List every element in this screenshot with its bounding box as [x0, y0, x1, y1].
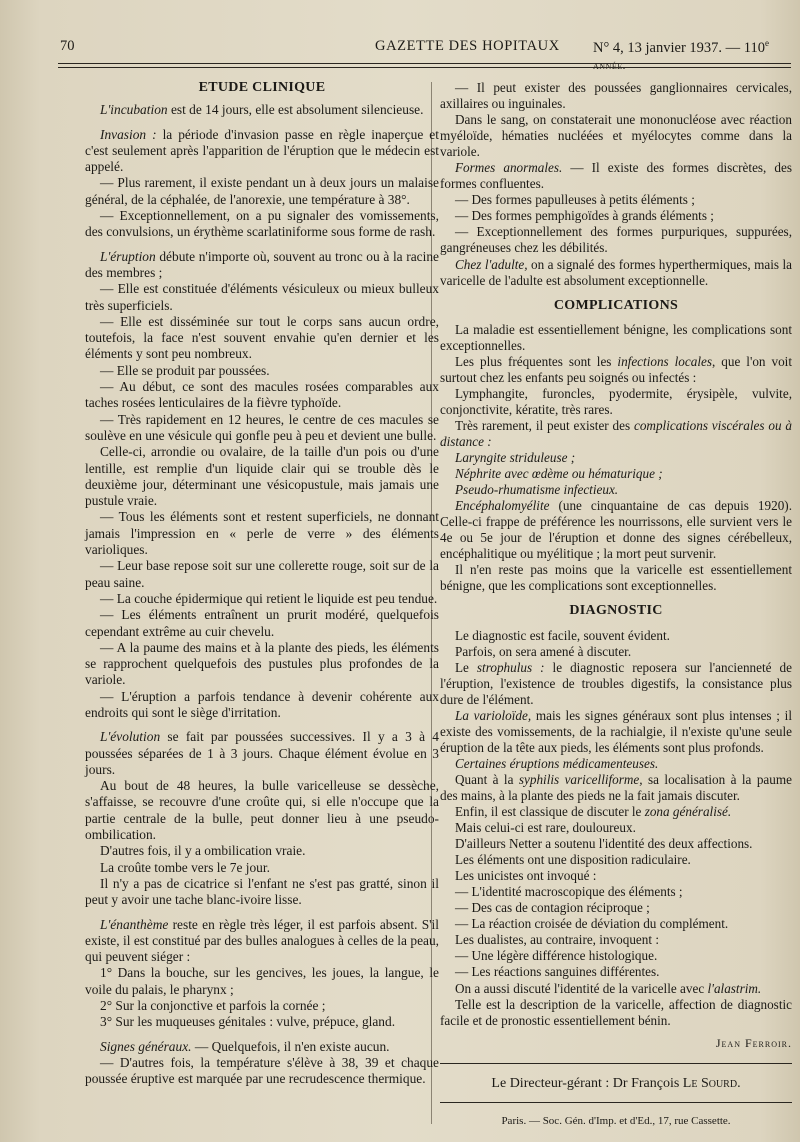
- paragraph-text: — Il peut exister des poussées ganglionnaires cervicales, axillaires ou inguinales.: [440, 80, 792, 112]
- paragraph-lead: L'incubation: [100, 102, 168, 118]
- paragraph-lead: L'évolution: [100, 729, 161, 745]
- paragraph-lead: Formes anormales.: [455, 160, 563, 176]
- paragraph: [440, 644, 792, 660]
- paragraph: [85, 412, 439, 445]
- paragraph: [85, 998, 439, 1014]
- paragraph-text: D'ailleurs Netter a soutenu l'identité des deux affections.: [455, 836, 753, 852]
- paragraph-text: Les éléments ont une disposition radiculaire.: [455, 852, 691, 868]
- paragraph: [440, 884, 792, 900]
- right-intro-paragraphs: [440, 80, 792, 289]
- paragraph-text: Celle-ci, arrondie ou ovalaire, de la taille d'un pois ou d'une lentille, est remplie d'un liquide clair qui se trouble dès le deuxième jour, déterminant une vésicopustule, mais jamais une pustule vraie.: [85, 444, 439, 509]
- page-number: 70: [60, 38, 75, 54]
- paragraph: [440, 192, 792, 208]
- paragraph-text: Les plus fréquentes sont les: [455, 353, 618, 369]
- paragraph-lead: Pseudo-rhumatisme infectieux.: [455, 482, 619, 498]
- paragraph-text: — Une légère différence histologique.: [455, 948, 658, 964]
- paragraph-text: — Elle se produit par poussées.: [100, 362, 270, 378]
- paragraph-text: La croûte tombe vers le 7e jour.: [100, 859, 270, 875]
- paragraph-text-tail: le diagnostic reposera sur l'ancienneté de l'éruption, l'existence de troubles digestifs, la consistance plus dure de l'élément.: [440, 659, 792, 707]
- paragraph-text: Parfois, on sera amené à discuter.: [455, 643, 632, 659]
- paragraph: [85, 843, 439, 859]
- paragraph-text: — Les réactions sanguines différentes.: [455, 964, 660, 980]
- paragraph-text: mais les signes généraux sont plus intenses ; il existe des vomissements, de la rachialgie, il n'existe qu'une seule éruption de la tête aux pieds, les éléments sont plus profonds.: [440, 707, 793, 755]
- paragraph: [440, 772, 792, 804]
- paragraph-text: Le diagnostic est facile, souvent évident.: [455, 627, 670, 643]
- paragraph-text: — Les éléments entraînent un prurit modéré, quelquefois cependant extrême au cuir chevelu.: [85, 607, 439, 639]
- paragraph: [85, 444, 439, 509]
- paragraph-text: débute n'importe où, souvent au tronc ou à la racine des membres ;: [85, 248, 439, 280]
- paragraph-text: — La réaction croisée de déviation du complément.: [455, 916, 729, 932]
- paragraph-text: on a signalé des formes hyperthermiques, mais la varicelle de l'adulte est absolument exceptionnelle.: [440, 256, 792, 288]
- paragraph: [85, 1055, 439, 1088]
- paragraph-text: — Exceptionnellement, on a pu signaler des vomissements, des convulsions, un érythème scarlatiniforme sous forme de rash.: [85, 208, 439, 240]
- header-rule-thin: [58, 67, 791, 68]
- paragraph: [85, 314, 439, 363]
- paragraph-text: (une cinquantaine de cas depuis 1920). Celle-ci frappe de préférence les nourrissons, elle survient vers le 4e ou 5e jour de l'éruption et donne des signes cérébelleux, encéphalitique ou myélitique ; la mort peut survenir.: [440, 498, 792, 562]
- paragraph: [85, 591, 439, 607]
- paragraph: [440, 660, 792, 708]
- paragraph: [85, 876, 439, 909]
- paragraph: [85, 363, 439, 379]
- paragraph-lead: La varioloïde,: [455, 707, 532, 723]
- paragraph: [85, 607, 439, 640]
- paragraph: [85, 640, 439, 689]
- paragraph-lead: Signes généraux.: [100, 1038, 192, 1054]
- paragraph-text: — Elle est constituée d'éléments vésiculeux ou mieux bulleux très superficiels.: [85, 281, 439, 313]
- paragraph-text: — Exceptionnellement des formes purpuriques, suppurées, gangréneuses chez les débilités.: [440, 224, 792, 256]
- left-paragraphs: [85, 102, 439, 1087]
- paragraph-text: — Des formes papulleuses à petits éléments ;: [455, 192, 695, 208]
- paragraph: [85, 729, 439, 778]
- paragraph-text: Enfin, il est classique de discuter le: [455, 804, 645, 820]
- paragraph-emphasis: zona généralisé.: [644, 804, 732, 820]
- paragraph-text: Mais celui-ci est rare, douloureux.: [455, 820, 636, 836]
- paragraph: [440, 322, 792, 354]
- paragraph-emphasis: syphilis varicelliforme,: [518, 771, 643, 787]
- paragraph-lead: Néphrite avec œdème ou hématurique ;: [455, 466, 663, 482]
- paragraph-text: — Très rapidement en 12 heures, le centre de ces macules se soulève en une vésicule qui gonfle peu à peu et devient une bulle.: [85, 411, 439, 443]
- paragraph-emphasis: strophulus :: [476, 659, 545, 675]
- paragraph: [85, 127, 439, 176]
- paragraph-text: — D'autres fois, la température s'élève à 38, 39 et chaque poussée éruptive est marquée par une recrudescence thermique.: [85, 1054, 439, 1087]
- paragraph: [440, 836, 792, 852]
- paragraph-text: — Plus rarement, il existe pendant un à deux jours un malaise général, de la céphalée, de l'anorexie, une température à 38°.: [85, 175, 439, 207]
- issue-info: N° 4, 13 janvier 1937. — 110e année.: [593, 38, 769, 72]
- paragraph: [440, 386, 792, 418]
- paragraph: [440, 466, 792, 482]
- author-signature: Jean Ferroir.: [715, 1035, 792, 1050]
- paragraph-text: Au bout de 48 heures, la bulle varicelleuse se dessèche, s'affaisse, se recouvre d'une croûte qui, si elle n'occupe que la partie centrale de la bulle, peut donner lieu à une pseudo-ombilication.: [85, 778, 439, 843]
- paragraph: [85, 778, 439, 843]
- paragraph-text-tail: , que l'on voit surtout chez les enfants peu soignés ou infectés :: [440, 353, 792, 385]
- journal-title: GAZETTE DES HOPITAUX: [375, 38, 560, 54]
- section-heading-etude-clinique: ETUDE CLINIQUE: [198, 80, 326, 95]
- paragraph-text: se fait par poussées successives. Il y a 3 à 4 poussées séparées de 1 à 3 jours. Chaque élément évolue en 3 jours.: [85, 729, 439, 777]
- paragraph: [85, 379, 439, 412]
- paragraph-lead: Chez l'adulte,: [455, 256, 528, 272]
- paragraph: [440, 964, 792, 980]
- paragraph-text: Il n'en reste pas moins que la varicelle est essentiellement bénigne, que les complications sont exceptionnelles.: [440, 562, 792, 594]
- paragraph-text: — Leur base repose soit sur une collerette rouge, soit sur de la peau saine.: [85, 558, 439, 590]
- paragraph: [85, 509, 439, 558]
- paragraph: [440, 208, 792, 224]
- paragraph-text: — Elle est disséminée sur tout le corps sans aucun ordre, toutefois, la face n'est souvent envahie qu'en dernier et les éléments y sont peu nombreux.: [85, 313, 439, 362]
- paragraph-text: reste en règle très léger, il est parfois absent. S'il existe, il est constitué par des bulles analogues à celles de la peau, qui peuvent siéger :: [85, 916, 439, 965]
- paragraph: [440, 498, 792, 562]
- page-header: [30, 38, 792, 72]
- paragraph-text: — La couche épidermique qui retient le liquide est peu tendue.: [100, 590, 438, 606]
- paragraph-text: — L'identité macroscopique des éléments ;: [455, 884, 683, 900]
- paragraph-text: est de 14 jours, elle est absolument silencieuse.: [167, 102, 424, 118]
- paragraph: [440, 112, 792, 160]
- paragraph: [85, 558, 439, 591]
- paragraph-text: — Tous les éléments sont et restent superficiels, ne donnant jamais l'impression en « perle de verre » des éléments varioliques.: [85, 509, 439, 558]
- paragraph-text: — L'éruption a parfois tendance à devenir cohérente aux endroits qui sont le siège d'irritation.: [85, 688, 439, 720]
- paragraph-lead: Certaines éruptions médicamenteuses.: [455, 755, 659, 771]
- paragraph-text: Telle est la description de la varicelle, affection de diagnostic facile et de pronostic essentiellement bénin.: [440, 996, 792, 1028]
- paragraph-text: Dans le sang, on constaterait une mononucléose avec réaction myéloïde, hématies nucléées et myélocytes comme dans la variole.: [440, 112, 792, 160]
- paragraph: [85, 175, 439, 208]
- paragraph: [440, 354, 792, 386]
- printer-line: Paris. — Soc. Gén. d'Imp. et d'Ed., 17, rue Cassette.: [501, 1114, 731, 1127]
- paragraph-lead: Encéphalomyélite: [455, 498, 550, 514]
- paragraph-emphasis: infections locales: [617, 353, 713, 369]
- diagnostic-paragraphs: [440, 628, 792, 1029]
- paragraph: [440, 981, 792, 997]
- paragraph-text: 2° Sur la conjonctive et parfois la cornée ;: [100, 998, 326, 1014]
- left-column: [85, 80, 439, 1088]
- paragraph-text: — Au début, ce sont des macules rosées comparables aux taches rosées lenticulaires de la fièvre typhoïde.: [85, 379, 439, 411]
- paragraph: [85, 102, 439, 118]
- paragraph: [85, 1039, 439, 1055]
- paragraph-text: Les dualistes, au contraire, invoquent :: [455, 932, 659, 948]
- section-heading-diagnostic: DIAGNOSTIC: [569, 603, 663, 619]
- paragraph-text: — Il existe des formes discrètes, des formes confluentes.: [440, 160, 792, 192]
- paragraph: [440, 997, 792, 1029]
- paragraph: [85, 208, 439, 241]
- header-rule: [58, 63, 791, 64]
- paragraph-text: 1° Dans la bouche, sur les gencives, les joues, la langue, le voile du palais, le pharynx ;: [85, 965, 439, 997]
- paragraph-text: — A la paume des mains et à la plante des pieds, les éléments se rapprochent quelquefois des pustules plus profondes de la variole.: [85, 639, 439, 688]
- paragraph-text: 3° Sur les muqueuses génitales : vulve, prépuce, gland.: [100, 1014, 396, 1030]
- right-column: [440, 80, 792, 1129]
- paragraph-lead: L'éruption: [100, 248, 156, 264]
- paragraph: [440, 80, 792, 112]
- paragraph-text: — Des cas de contagion réciproque ;: [455, 900, 650, 916]
- paragraph: [85, 689, 439, 722]
- paragraph: [85, 965, 439, 998]
- paragraph-lead: Laryngite striduleuse ;: [455, 450, 576, 466]
- paragraph: [440, 482, 792, 498]
- paragraph: [440, 852, 792, 868]
- paragraph: [440, 450, 792, 466]
- paragraph: [440, 868, 792, 884]
- paragraph: [440, 900, 792, 916]
- paragraph-text: — Quelquefois, il n'en existe aucun.: [191, 1038, 390, 1054]
- paragraph: [440, 820, 792, 836]
- paragraph: [85, 249, 439, 282]
- paragraph: [85, 281, 439, 314]
- paragraph-text: Quant à la: [455, 771, 519, 787]
- footer-rule: [440, 1063, 792, 1064]
- paragraph-text: Lymphangite, furoncles, pyodermite, érysipèle, vulvite, conjonctivite, kératite, très rares.: [440, 385, 792, 417]
- paragraph-text-tail: sa localisation à la paume des mains, à la plante des pieds ne la fait jamais discuter.: [440, 771, 792, 803]
- paragraph: [440, 804, 792, 820]
- director-line: Le Directeur-gérant : Dr François Le Sourd.: [491, 1075, 741, 1091]
- paragraph-emphasis: complications viscérales ou à distance :: [440, 417, 793, 449]
- paragraph-text: On a aussi discuté l'identité de la varicelle avec: [455, 980, 708, 996]
- paragraph: [85, 917, 439, 966]
- paragraph-emphasis: l'alastrim.: [707, 980, 762, 996]
- paragraph-lead: Invasion :: [100, 126, 157, 142]
- paragraph-lead: L'énanthème: [100, 916, 169, 932]
- paragraph-text: La maladie est essentiellement bénigne, les complications sont exceptionnelles.: [440, 321, 792, 353]
- paragraph: [85, 1014, 439, 1030]
- paragraph-text: la période d'invasion passe en règle inaperçue et c'est seulement après l'apparition de l'éruption que le médecin est appelé.: [85, 126, 439, 175]
- paragraph: [440, 948, 792, 964]
- paragraph: [440, 756, 792, 772]
- paragraph: [85, 860, 439, 876]
- paragraph-text: Les unicistes ont invoqué :: [455, 868, 597, 884]
- paragraph-text: Il n'y a pas de cicatrice si l'enfant ne s'est pas gratté, sinon il peut y avoir une tache blanc-ivoire lisse.: [85, 875, 439, 908]
- paragraph: [440, 418, 792, 450]
- footer-rule-2: [440, 1102, 792, 1103]
- paragraph: [440, 257, 792, 289]
- paragraph: [440, 160, 792, 192]
- paragraph: [440, 932, 792, 948]
- paragraph-text: — Des formes pemphigoïdes à grands éléments ;: [455, 208, 714, 224]
- section-heading-complications: COMPLICATIONS: [553, 297, 679, 313]
- paragraph-text: Le: [455, 659, 477, 675]
- paragraph: [440, 224, 792, 256]
- complications-paragraphs: [440, 322, 792, 595]
- paragraph: [440, 628, 792, 644]
- paragraph: [440, 708, 792, 756]
- paragraph: [440, 916, 792, 932]
- paragraph: [440, 562, 792, 594]
- paragraph-text: D'autres fois, il y a ombilication vraie.: [100, 843, 306, 859]
- paragraph-text: Très rarement, il peut exister des: [455, 417, 634, 433]
